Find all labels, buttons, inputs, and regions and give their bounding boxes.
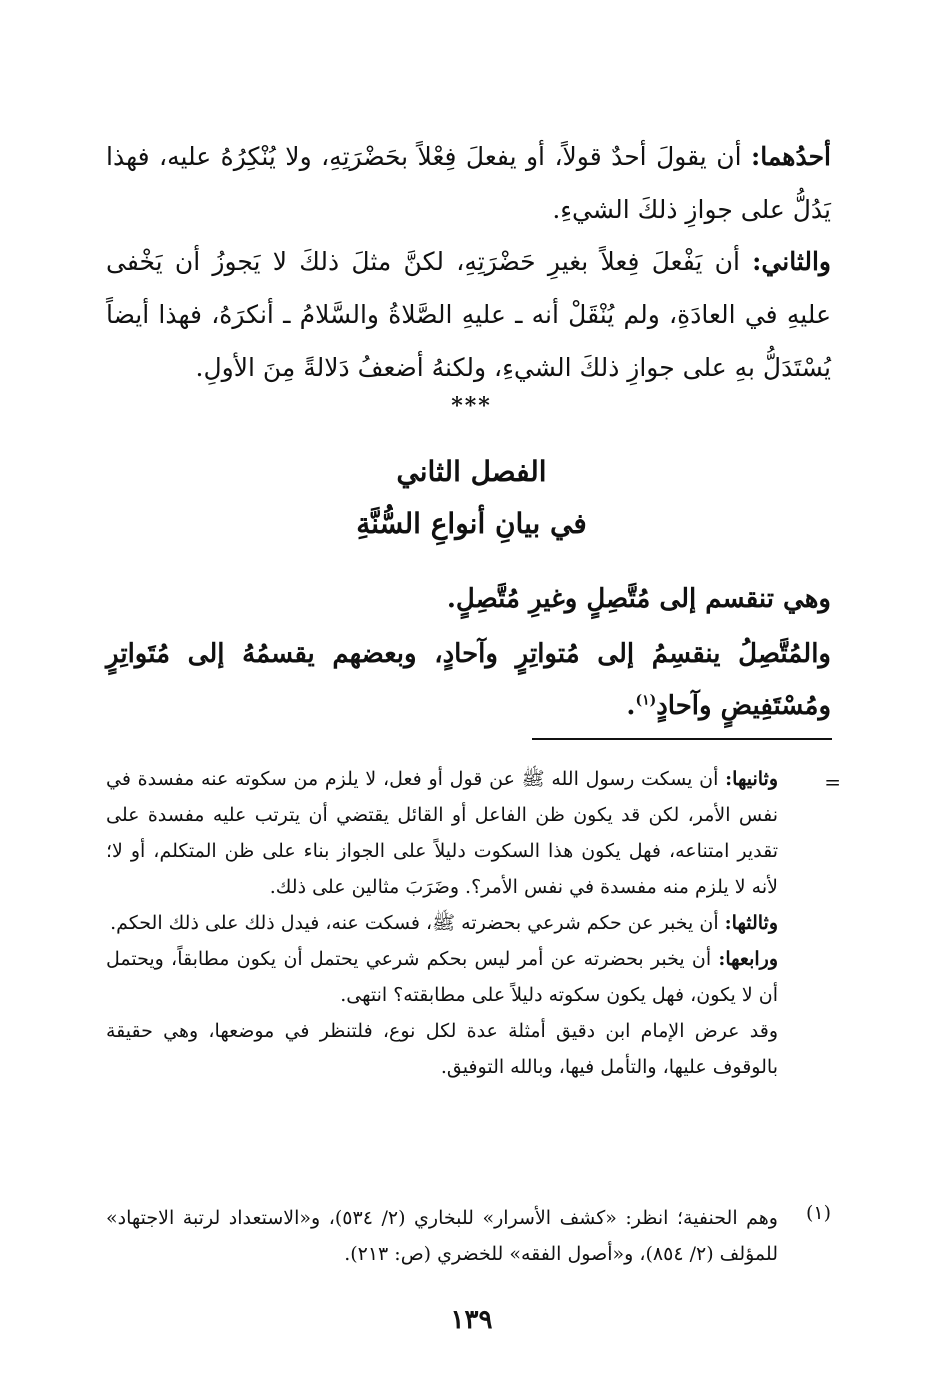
footnote-reference[interactable]: (١) — [635, 692, 657, 709]
footnote-continued — [106, 761, 778, 1085]
term-first: أحدُهما: — [750, 142, 831, 171]
paragraph-division — [106, 573, 831, 625]
footnote-continuation-mark: = — [824, 770, 841, 794]
footnote-1 — [106, 1200, 778, 1272]
term-second: والثاني: — [752, 247, 831, 276]
footnote-text: أن يسكت رسول الله ﷺ عن قول أو فعل، لا يلزم من سكوته عنه مفسدة في نفس الأمر، لكن قد يكون ظن الفاعل أو القائل يقتضي أن يترتب عليه مفسدة على تقدير امتناعه، فهل يكون هذا السكوت دليلاً على الجواز بناء على ظن المتكلم، أو لا؛ لأنه لا يلزم منه مفسدة في نفس الأمر؟. وضَرَبَ مثالين على ذلك. — [106, 768, 778, 898]
page-number: ١٣٩ — [450, 1305, 493, 1335]
term-fourth-kind: ورابعها: — [718, 948, 778, 970]
footnote-number: (١) — [805, 1202, 831, 1224]
paragraph-end: . — [626, 691, 636, 721]
paragraph-second-type — [106, 235, 831, 394]
footnote-text: وقد عرض الإمام ابن دقيق أمثلة عدة لكل نوع، فلتنظر في موضعها، وهي حقيقة بالوقوف عليها، والتأمل فيها، وبالله التوفيق. — [106, 1020, 778, 1078]
paragraph-text: والمُتَّصِلُ ينقسِمُ إلى مُتواتِرٍ وآحادٍ، وبعضهم يقسمُهُ إلى مُتَواتِرٍ ومُسْتَفِيضٍ وآحادٍ — [106, 639, 831, 721]
paragraph-text: أن يَفْعلَ فِعلاً بغيرِ حَضْرَتِهِ، لكنَّ مثلَ ذلكَ لا يَجوزُ أن يَخْفى عليهِ في العادَةِ، ولم يُنْقَلْ أنه ـ عليهِ الصَّلاةُ والسَّلامُ ـ أنكرَهُ، فهذا أيضاً يُسْتَدَلُّ بهِ على جوازِ ذلكَ الشيءِ، ولكنهُ أضعفُ دَلالةً مِنَ الأولِ. — [106, 247, 831, 382]
footnote-text: أن يخبر بحضرته عن أمر ليس بحكم شرعي يحتمل أن يكون مطابقاً، ويحتمل أن لا يكون، فهل يكون سكوته دليلاً على مطابقته؟ انتهى. — [106, 948, 778, 1006]
term-third-kind: وثالثها: — [724, 912, 778, 934]
footnote-text: أن يخبر عن حكم شرعي بحضرته ﷺ، فسكت عنه، فيدل ذلك على ذلك الحكم. — [110, 912, 725, 934]
paragraph-text: أن يقولَ أحدٌ قولاً، أو يفعلَ فِعْلاً بحَضْرَتِهِ، ولا يُنْكِرُهُ عليه، فهذا يَدُلُّ على جوازِ ذلكَ الشيءِ. — [106, 142, 831, 224]
chapter-subtitle: في بيانِ أنواعِ السُّنَّةِ — [356, 507, 587, 540]
chapter-title: الفصل الثاني — [396, 455, 547, 488]
footnote-text: وهم الحنفية؛ انظر: «كشف الأسرار» للبخاري (٢/ ٥٣٤)، و«الاستعداد لرتبة الاجتهاد» للمؤلف (٢/ ٨٥٤)، و«أصول الفقه» للخضري (ص: ٢١٣). — [106, 1207, 778, 1265]
paragraph-first-type — [106, 130, 831, 236]
paragraph-connected — [106, 628, 831, 732]
footnote-divider — [532, 738, 832, 740]
section-separator: *** — [451, 393, 492, 419]
term-second-kind: وثانيها: — [725, 768, 778, 790]
paragraph-text: وهي تنقسم إلى مُتَّصِلٍ وغيرِ مُتَّصِلٍ. — [446, 584, 831, 614]
